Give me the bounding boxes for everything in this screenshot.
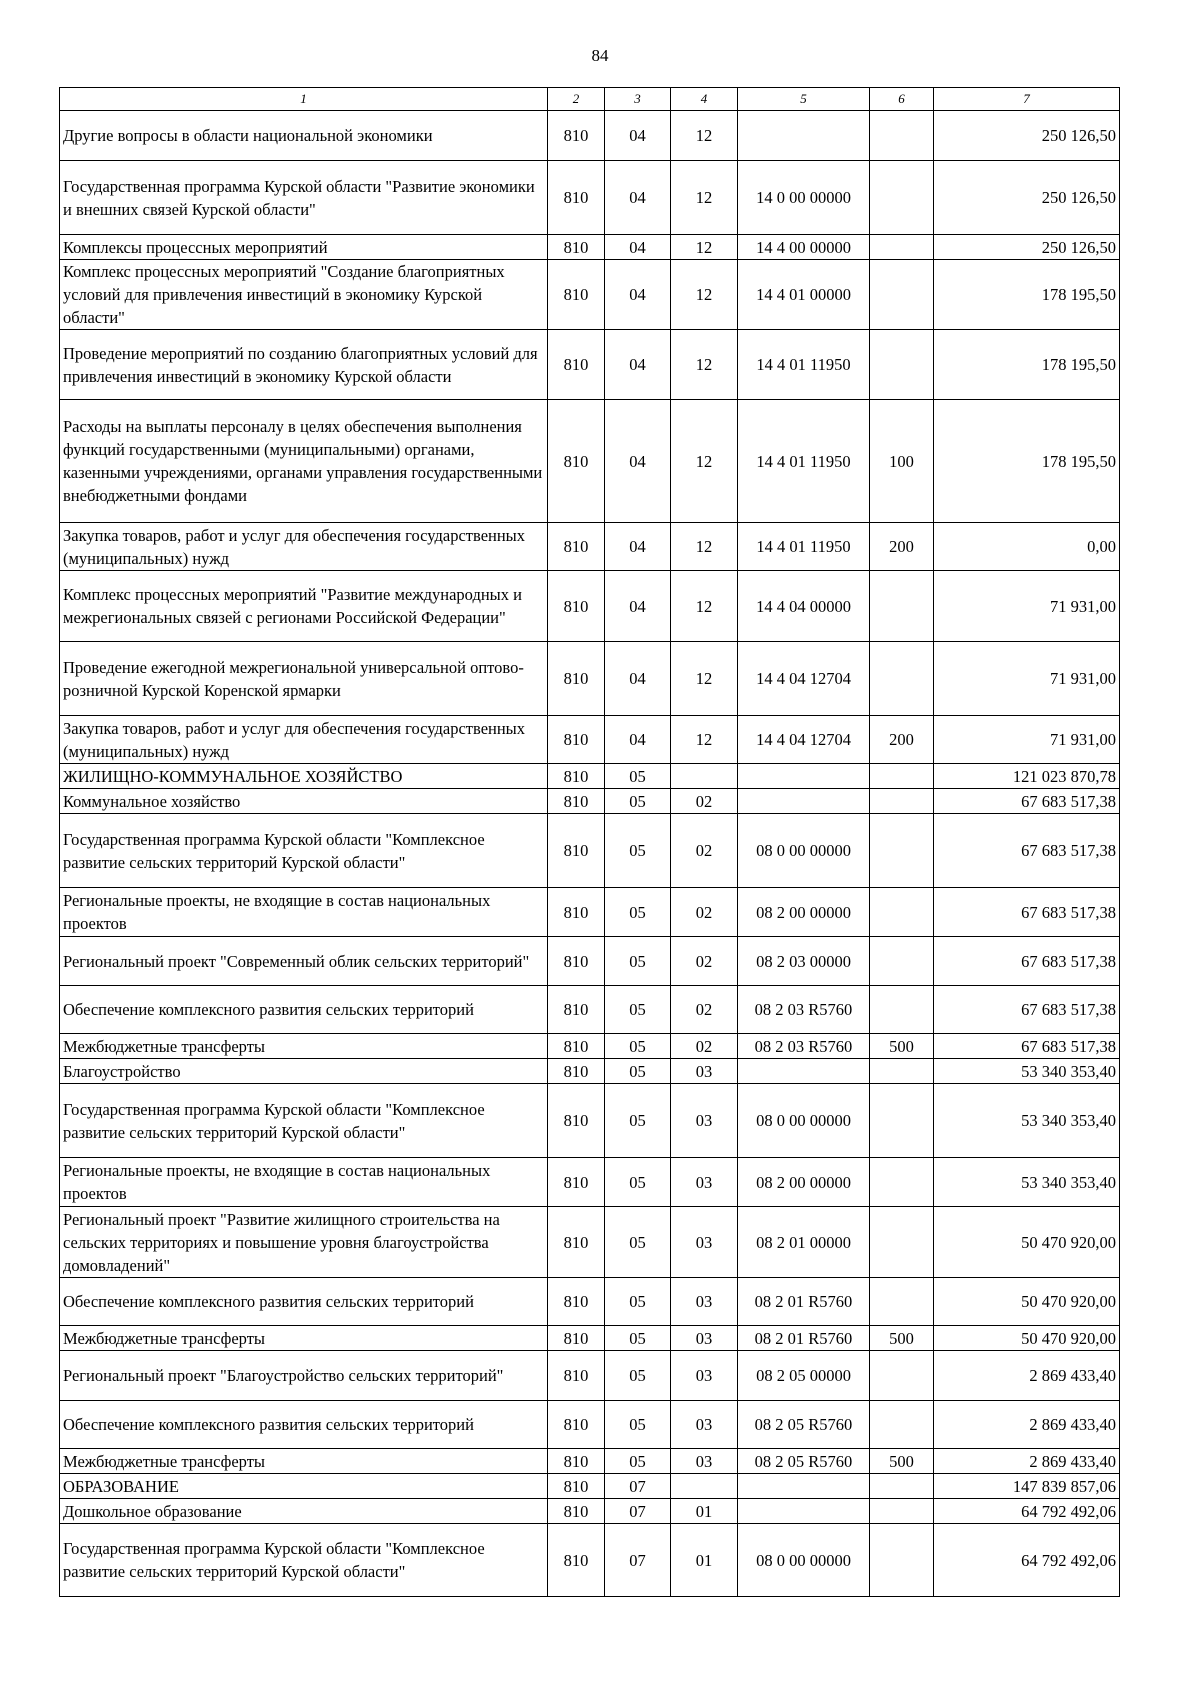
table-row	[60, 1084, 1120, 1158]
row-code-5	[738, 1474, 870, 1499]
page-number: 84	[591, 46, 609, 65]
col-header-4: 4	[671, 88, 738, 111]
table-row	[60, 937, 1120, 986]
row-amount: 147 839 857,06	[934, 1474, 1120, 1499]
row-code-5: 08 2 05 00000	[738, 1351, 870, 1401]
row-code-4: 03	[671, 1449, 738, 1474]
row-code-2: 810	[548, 1158, 605, 1207]
table-row	[60, 764, 1120, 789]
row-name: Государственная программа Курской области "Комплексное развитие сельских территорий Курской области"	[60, 814, 548, 888]
row-code-4: 03	[671, 1326, 738, 1351]
col-header-2: 2	[548, 88, 605, 111]
table-row	[60, 330, 1120, 400]
row-code-3: 04	[605, 571, 671, 642]
row-name: Обеспечение комплексного развития сельских территорий	[60, 986, 548, 1034]
row-code-5: 14 4 01 11950	[738, 330, 870, 400]
row-code-5: 08 2 03 R5760	[738, 1034, 870, 1059]
row-code-5: 14 4 04 00000	[738, 571, 870, 642]
row-name: Проведение мероприятий по созданию благоприятных условий для привлечения инвестиций в экономику Курской области	[60, 330, 548, 400]
row-code-5: 14 4 00 00000	[738, 235, 870, 260]
row-code-6: 500	[870, 1034, 934, 1059]
row-code-5: 08 0 00 00000	[738, 1084, 870, 1158]
row-code-5	[738, 789, 870, 814]
row-code-2: 810	[548, 888, 605, 937]
row-code-2: 810	[548, 260, 605, 330]
row-name: Благоустройство	[60, 1059, 548, 1084]
row-code-2: 810	[548, 1059, 605, 1084]
row-code-6	[870, 235, 934, 260]
row-code-6	[870, 986, 934, 1034]
row-code-3: 05	[605, 1084, 671, 1158]
row-code-6: 100	[870, 400, 934, 523]
table-row	[60, 1351, 1120, 1401]
row-amount: 71 931,00	[934, 571, 1120, 642]
row-code-3: 04	[605, 330, 671, 400]
row-code-5	[738, 764, 870, 789]
row-code-3: 05	[605, 986, 671, 1034]
row-amount: 67 683 517,38	[934, 888, 1120, 937]
row-code-3: 05	[605, 1401, 671, 1449]
row-code-4: 12	[671, 330, 738, 400]
row-amount: 178 195,50	[934, 330, 1120, 400]
row-name: Региональный проект "Современный облик сельских территорий"	[60, 937, 548, 986]
table-row	[60, 814, 1120, 888]
table-row	[60, 1207, 1120, 1278]
row-code-4: 12	[671, 523, 738, 571]
row-name: Государственная программа Курской области "Развитие экономики и внешних связей Курской области"	[60, 161, 548, 235]
row-name: Государственная программа Курской области "Комплексное развитие сельских территорий Курской области"	[60, 1084, 548, 1158]
row-code-3: 04	[605, 161, 671, 235]
row-amount: 71 931,00	[934, 716, 1120, 764]
row-amount: 178 195,50	[934, 260, 1120, 330]
row-amount: 53 340 353,40	[934, 1059, 1120, 1084]
row-code-2: 810	[548, 1449, 605, 1474]
table-row	[60, 235, 1120, 260]
row-code-6	[870, 1474, 934, 1499]
row-code-4	[671, 764, 738, 789]
row-amount: 53 340 353,40	[934, 1158, 1120, 1207]
row-code-6	[870, 642, 934, 716]
row-code-3: 04	[605, 716, 671, 764]
table-row	[60, 1158, 1120, 1207]
row-name: Другие вопросы в области национальной экономики	[60, 111, 548, 161]
row-code-5: 08 2 03 00000	[738, 937, 870, 986]
row-code-6	[870, 1158, 934, 1207]
row-name: Региональные проекты, не входящие в состав национальных проектов	[60, 888, 548, 937]
row-amount: 0,00	[934, 523, 1120, 571]
row-code-6	[870, 937, 934, 986]
row-amount: 250 126,50	[934, 161, 1120, 235]
row-code-2: 810	[548, 789, 605, 814]
table-row	[60, 1401, 1120, 1449]
row-amount: 178 195,50	[934, 400, 1120, 523]
row-amount: 64 792 492,06	[934, 1499, 1120, 1524]
table-row	[60, 1524, 1120, 1597]
row-amount: 250 126,50	[934, 235, 1120, 260]
row-code-3: 05	[605, 1158, 671, 1207]
row-code-6	[870, 161, 934, 235]
table-row	[60, 716, 1120, 764]
row-code-2: 810	[548, 1524, 605, 1597]
row-code-3: 04	[605, 523, 671, 571]
row-code-5: 08 0 00 00000	[738, 1524, 870, 1597]
row-name: Закупка товаров, работ и услуг для обеспечения государственных (муниципальных) нужд	[60, 716, 548, 764]
row-code-3: 05	[605, 1449, 671, 1474]
row-code-6: 500	[870, 1449, 934, 1474]
row-code-2: 810	[548, 330, 605, 400]
row-code-4: 03	[671, 1351, 738, 1401]
row-code-4: 03	[671, 1278, 738, 1326]
row-code-2: 810	[548, 1278, 605, 1326]
row-amount: 67 683 517,38	[934, 814, 1120, 888]
row-code-4: 02	[671, 937, 738, 986]
table-row	[60, 1474, 1120, 1499]
row-amount: 50 470 920,00	[934, 1326, 1120, 1351]
row-name: Закупка товаров, работ и услуг для обеспечения государственных (муниципальных) нужд	[60, 523, 548, 571]
row-code-4: 03	[671, 1084, 738, 1158]
col-header-1: 1	[60, 88, 548, 111]
row-code-5: 14 4 01 11950	[738, 400, 870, 523]
row-code-5: 08 2 03 R5760	[738, 986, 870, 1034]
row-code-5: 08 0 00 00000	[738, 814, 870, 888]
header-row	[60, 88, 1120, 111]
row-code-4: 01	[671, 1524, 738, 1597]
row-code-6	[870, 764, 934, 789]
row-amount: 67 683 517,38	[934, 789, 1120, 814]
row-amount: 53 340 353,40	[934, 1084, 1120, 1158]
row-code-2: 810	[548, 1034, 605, 1059]
row-name: Межбюджетные трансферты	[60, 1034, 548, 1059]
row-name: Дошкольное образование	[60, 1499, 548, 1524]
row-amount: 250 126,50	[934, 111, 1120, 161]
row-code-3: 05	[605, 1326, 671, 1351]
table-row	[60, 642, 1120, 716]
row-code-4: 03	[671, 1401, 738, 1449]
row-code-5: 08 2 00 00000	[738, 1158, 870, 1207]
row-code-6	[870, 814, 934, 888]
table-row	[60, 1449, 1120, 1474]
row-code-5: 14 4 01 11950	[738, 523, 870, 571]
row-code-2: 810	[548, 716, 605, 764]
row-code-4: 12	[671, 642, 738, 716]
col-header-5: 5	[738, 88, 870, 111]
row-code-5	[738, 1499, 870, 1524]
row-code-2: 810	[548, 235, 605, 260]
row-name: Межбюджетные трансферты	[60, 1449, 548, 1474]
row-code-6	[870, 888, 934, 937]
row-code-5: 14 4 04 12704	[738, 716, 870, 764]
row-code-3: 05	[605, 937, 671, 986]
table-row	[60, 1034, 1120, 1059]
row-code-3: 05	[605, 1207, 671, 1278]
row-code-3: 04	[605, 400, 671, 523]
row-code-6	[870, 260, 934, 330]
row-amount: 71 931,00	[934, 642, 1120, 716]
row-code-3: 07	[605, 1499, 671, 1524]
row-code-3: 04	[605, 260, 671, 330]
row-code-4: 12	[671, 111, 738, 161]
table-row	[60, 111, 1120, 161]
row-code-2: 810	[548, 1351, 605, 1401]
row-code-4: 03	[671, 1059, 738, 1084]
table-row	[60, 161, 1120, 235]
row-code-4: 12	[671, 400, 738, 523]
row-code-5: 08 2 05 R5760	[738, 1401, 870, 1449]
table-row	[60, 986, 1120, 1034]
row-code-4: 03	[671, 1158, 738, 1207]
table-row	[60, 400, 1120, 523]
row-code-4: 12	[671, 571, 738, 642]
row-code-3: 04	[605, 235, 671, 260]
row-code-2: 810	[548, 642, 605, 716]
row-name: Государственная программа Курской области "Комплексное развитие сельских территорий Курской области"	[60, 1524, 548, 1597]
row-name: Расходы на выплаты персоналу в целях обеспечения выполнения функций государственными (муниципальными) органами, казенными учреждениями, органами управления государственными внебюджетными фондами	[60, 400, 548, 523]
row-code-6	[870, 1524, 934, 1597]
row-name: Коммунальное хозяйство	[60, 789, 548, 814]
row-name: Региональный проект "Благоустройство сельских территорий"	[60, 1351, 548, 1401]
row-code-6	[870, 1059, 934, 1084]
row-code-6	[870, 1084, 934, 1158]
row-amount: 2 869 433,40	[934, 1401, 1120, 1449]
row-name: Обеспечение комплексного развития сельских территорий	[60, 1401, 548, 1449]
row-code-6	[870, 330, 934, 400]
row-amount: 64 792 492,06	[934, 1524, 1120, 1597]
row-amount: 2 869 433,40	[934, 1449, 1120, 1474]
row-code-2: 810	[548, 986, 605, 1034]
table-row	[60, 888, 1120, 937]
row-code-2: 810	[548, 814, 605, 888]
row-code-4: 01	[671, 1499, 738, 1524]
row-amount: 67 683 517,38	[934, 1034, 1120, 1059]
row-code-5: 08 2 00 00000	[738, 888, 870, 937]
row-code-6	[870, 789, 934, 814]
row-code-2: 810	[548, 111, 605, 161]
row-name: ОБРАЗОВАНИЕ	[60, 1474, 548, 1499]
table-row	[60, 571, 1120, 642]
col-header-7: 7	[934, 88, 1120, 111]
row-name: Обеспечение комплексного развития сельских территорий	[60, 1278, 548, 1326]
row-code-3: 05	[605, 814, 671, 888]
row-name: Межбюджетные трансферты	[60, 1326, 548, 1351]
row-code-3: 07	[605, 1524, 671, 1597]
row-name: Региональный проект "Развитие жилищного строительства на сельских территориях и повышение уровня благоустройства домовладений"	[60, 1207, 548, 1278]
row-name: Комплексы процессных мероприятий	[60, 235, 548, 260]
row-code-4: 02	[671, 888, 738, 937]
row-code-4	[671, 1474, 738, 1499]
row-code-2: 810	[548, 764, 605, 789]
row-code-6: 500	[870, 1326, 934, 1351]
row-amount: 2 869 433,40	[934, 1351, 1120, 1401]
row-code-4: 12	[671, 260, 738, 330]
row-code-2: 810	[548, 1499, 605, 1524]
row-code-2: 810	[548, 523, 605, 571]
table-row	[60, 523, 1120, 571]
table-row	[60, 1059, 1120, 1084]
row-code-6	[870, 1401, 934, 1449]
row-name: Комплекс процессных мероприятий "Создание благоприятных условий для привлечения инвестиций в экономику Курской области"	[60, 260, 548, 330]
row-code-6	[870, 571, 934, 642]
row-code-2: 810	[548, 400, 605, 523]
row-amount: 50 470 920,00	[934, 1207, 1120, 1278]
table-row	[60, 1278, 1120, 1326]
row-code-3: 05	[605, 888, 671, 937]
row-code-3: 05	[605, 789, 671, 814]
table-row	[60, 789, 1120, 814]
row-amount: 67 683 517,38	[934, 937, 1120, 986]
col-header-6: 6	[870, 88, 934, 111]
row-code-6	[870, 1351, 934, 1401]
row-code-2: 810	[548, 937, 605, 986]
row-code-2: 810	[548, 1207, 605, 1278]
row-code-2: 810	[548, 571, 605, 642]
row-code-4: 02	[671, 1034, 738, 1059]
row-code-5	[738, 1059, 870, 1084]
table-row	[60, 1499, 1120, 1524]
row-name: Региональные проекты, не входящие в состав национальных проектов	[60, 1158, 548, 1207]
row-code-3: 05	[605, 764, 671, 789]
row-code-2: 810	[548, 1084, 605, 1158]
row-code-4: 02	[671, 986, 738, 1034]
row-code-2: 810	[548, 161, 605, 235]
table-body	[60, 111, 1120, 1597]
row-code-6: 200	[870, 523, 934, 571]
row-code-6	[870, 1499, 934, 1524]
row-amount: 50 470 920,00	[934, 1278, 1120, 1326]
col-header-3: 3	[605, 88, 671, 111]
row-code-5: 14 4 04 12704	[738, 642, 870, 716]
row-name: Комплекс процессных мероприятий "Развитие международных и межрегиональных связей с регионами Российской Федерации"	[60, 571, 548, 642]
row-amount: 121 023 870,78	[934, 764, 1120, 789]
row-code-5: 14 0 00 00000	[738, 161, 870, 235]
row-code-3: 05	[605, 1034, 671, 1059]
row-code-3: 05	[605, 1351, 671, 1401]
table-row	[60, 1326, 1120, 1351]
row-code-5: 08 2 01 00000	[738, 1207, 870, 1278]
row-code-4: 12	[671, 235, 738, 260]
row-code-4: 12	[671, 161, 738, 235]
row-code-4: 02	[671, 814, 738, 888]
row-code-6: 200	[870, 716, 934, 764]
table-row	[60, 260, 1120, 330]
row-code-5: 14 4 01 00000	[738, 260, 870, 330]
row-code-3: 04	[605, 642, 671, 716]
row-code-2: 810	[548, 1326, 605, 1351]
row-code-5: 08 2 05 R5760	[738, 1449, 870, 1474]
row-code-3: 05	[605, 1059, 671, 1084]
row-name: ЖИЛИЩНО-КОММУНАЛЬНОЕ ХОЗЯЙСТВО	[60, 764, 548, 789]
row-code-3: 07	[605, 1474, 671, 1499]
row-code-5: 08 2 01 R5760	[738, 1326, 870, 1351]
row-code-4: 12	[671, 716, 738, 764]
budget-table	[59, 87, 1120, 1597]
row-code-6	[870, 1278, 934, 1326]
row-code-3: 05	[605, 1278, 671, 1326]
row-code-5: 08 2 01 R5760	[738, 1278, 870, 1326]
row-code-2: 810	[548, 1474, 605, 1499]
row-amount: 67 683 517,38	[934, 986, 1120, 1034]
row-code-2: 810	[548, 1401, 605, 1449]
row-name: Проведение ежегодной межрегиональной универсальной оптово-розничной Курской Коренской ярмарки	[60, 642, 548, 716]
row-code-5	[738, 111, 870, 161]
row-code-4: 03	[671, 1207, 738, 1278]
row-code-3: 04	[605, 111, 671, 161]
row-code-6	[870, 1207, 934, 1278]
row-code-4: 02	[671, 789, 738, 814]
row-code-6	[870, 111, 934, 161]
